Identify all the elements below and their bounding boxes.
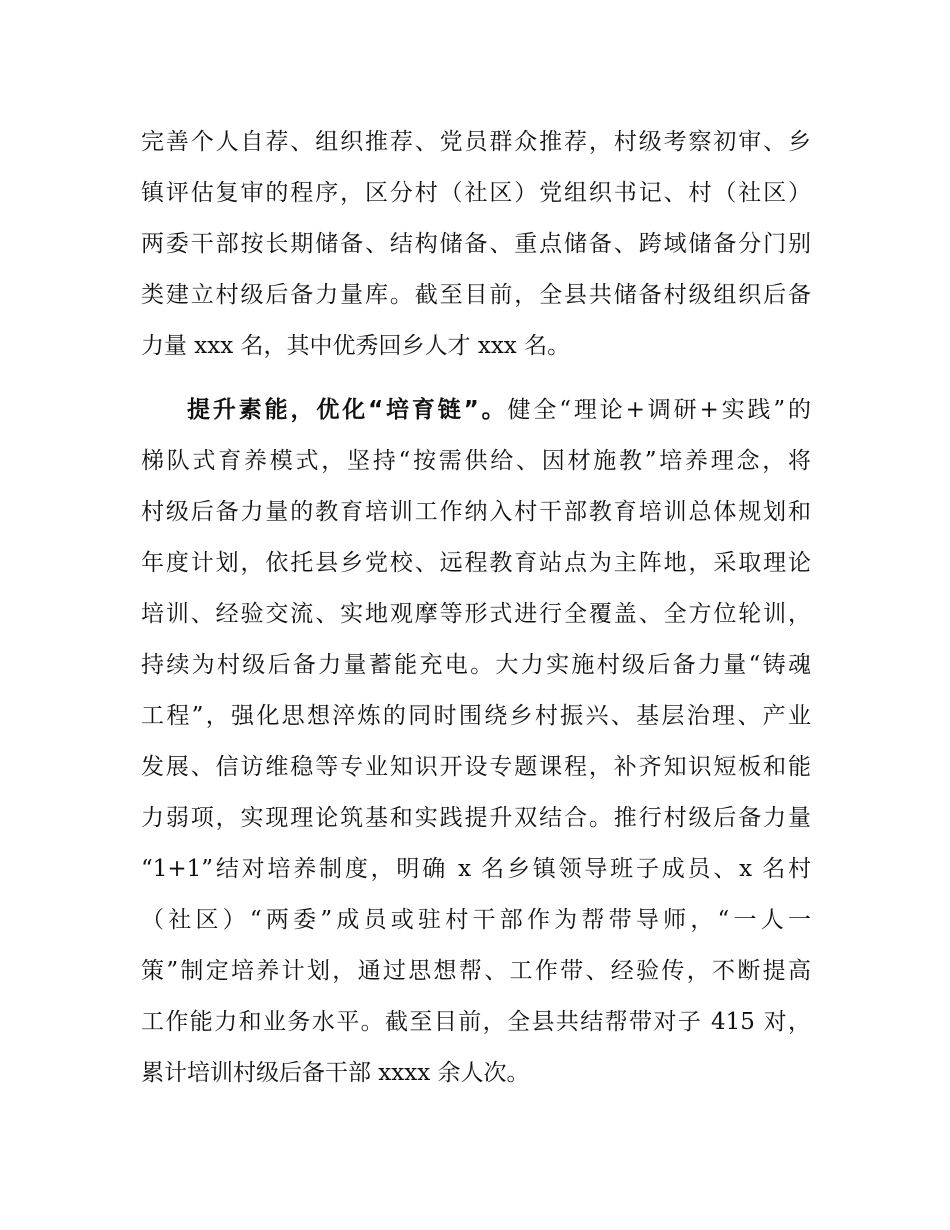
paragraph-line: 持续为村级后备力量蓄能充电。大力实施村级后备力量“铸魂 [141,652,811,678]
paragraph-heading: 提升素能，优化“培育链”。 [187,397,508,423]
paragraph-first-line-text: 健全“理论+调研+实践”的 [507,397,812,423]
paragraph-line: 两委干部按长期储备、结构储备、重点储备、跨域储备分门别 [141,231,811,257]
paragraph-line: 发展、信访维稳等专业知识开设专题课程，补齐知识短板和能 [141,754,811,780]
paragraph-line: 梯队式育养模式，坚持“按需供给、因材施教”培养理念，将 [141,448,811,474]
paragraph-line: 完善个人自荐、组织推荐、党员群众推荐，村级考察初审、乡 [141,129,811,155]
paragraph-line: “1+1”结对培养制度，明确 x 名乡镇领导班子成员、x 名村 [141,856,811,882]
paragraph-line: 力弱项，实现理论筑基和实践提升双结合。推行村级后备力量 [141,805,811,831]
paragraph-line: 村级后备力量的教育培训工作纳入村干部教育培训总体规划和 [141,499,811,525]
paragraph-line: 工作能力和业务水平。截至目前，全县共结帮带对子 415 对， [141,1009,811,1035]
paragraph-line: 策”制定培养计划，通过思想帮、工作带、经验传，不断提高 [141,958,811,984]
paragraph-first-line [187,392,811,428]
paragraph-line: 培训、经验交流、实地观摩等形式进行全覆盖、全方位轮训， [141,601,811,627]
paragraph-line: 类建立村级后备力量库。截至目前，全县共储备村级组织后备 [141,282,811,308]
paragraph-line: 累计培训村级后备干部 xxxx 余人次。 [141,1060,530,1086]
paragraph-line: 工程”，强化思想淬炼的同时围绕乡村振兴、基层治理、产业 [141,703,811,729]
paragraph-line: 力量 xxx 名，其中优秀回乡人才 xxx 名。 [141,333,571,359]
paragraph-line: （社区）“两委”成员或驻村干部作为帮带导师，“一人一 [141,907,811,933]
paragraph-line: 镇评估复审的程序，区分村（社区）党组织书记、村（社区） [141,180,811,206]
paragraph-line: 年度计划，依托县乡党校、远程教育站点为主阵地，采取理论 [141,550,811,576]
